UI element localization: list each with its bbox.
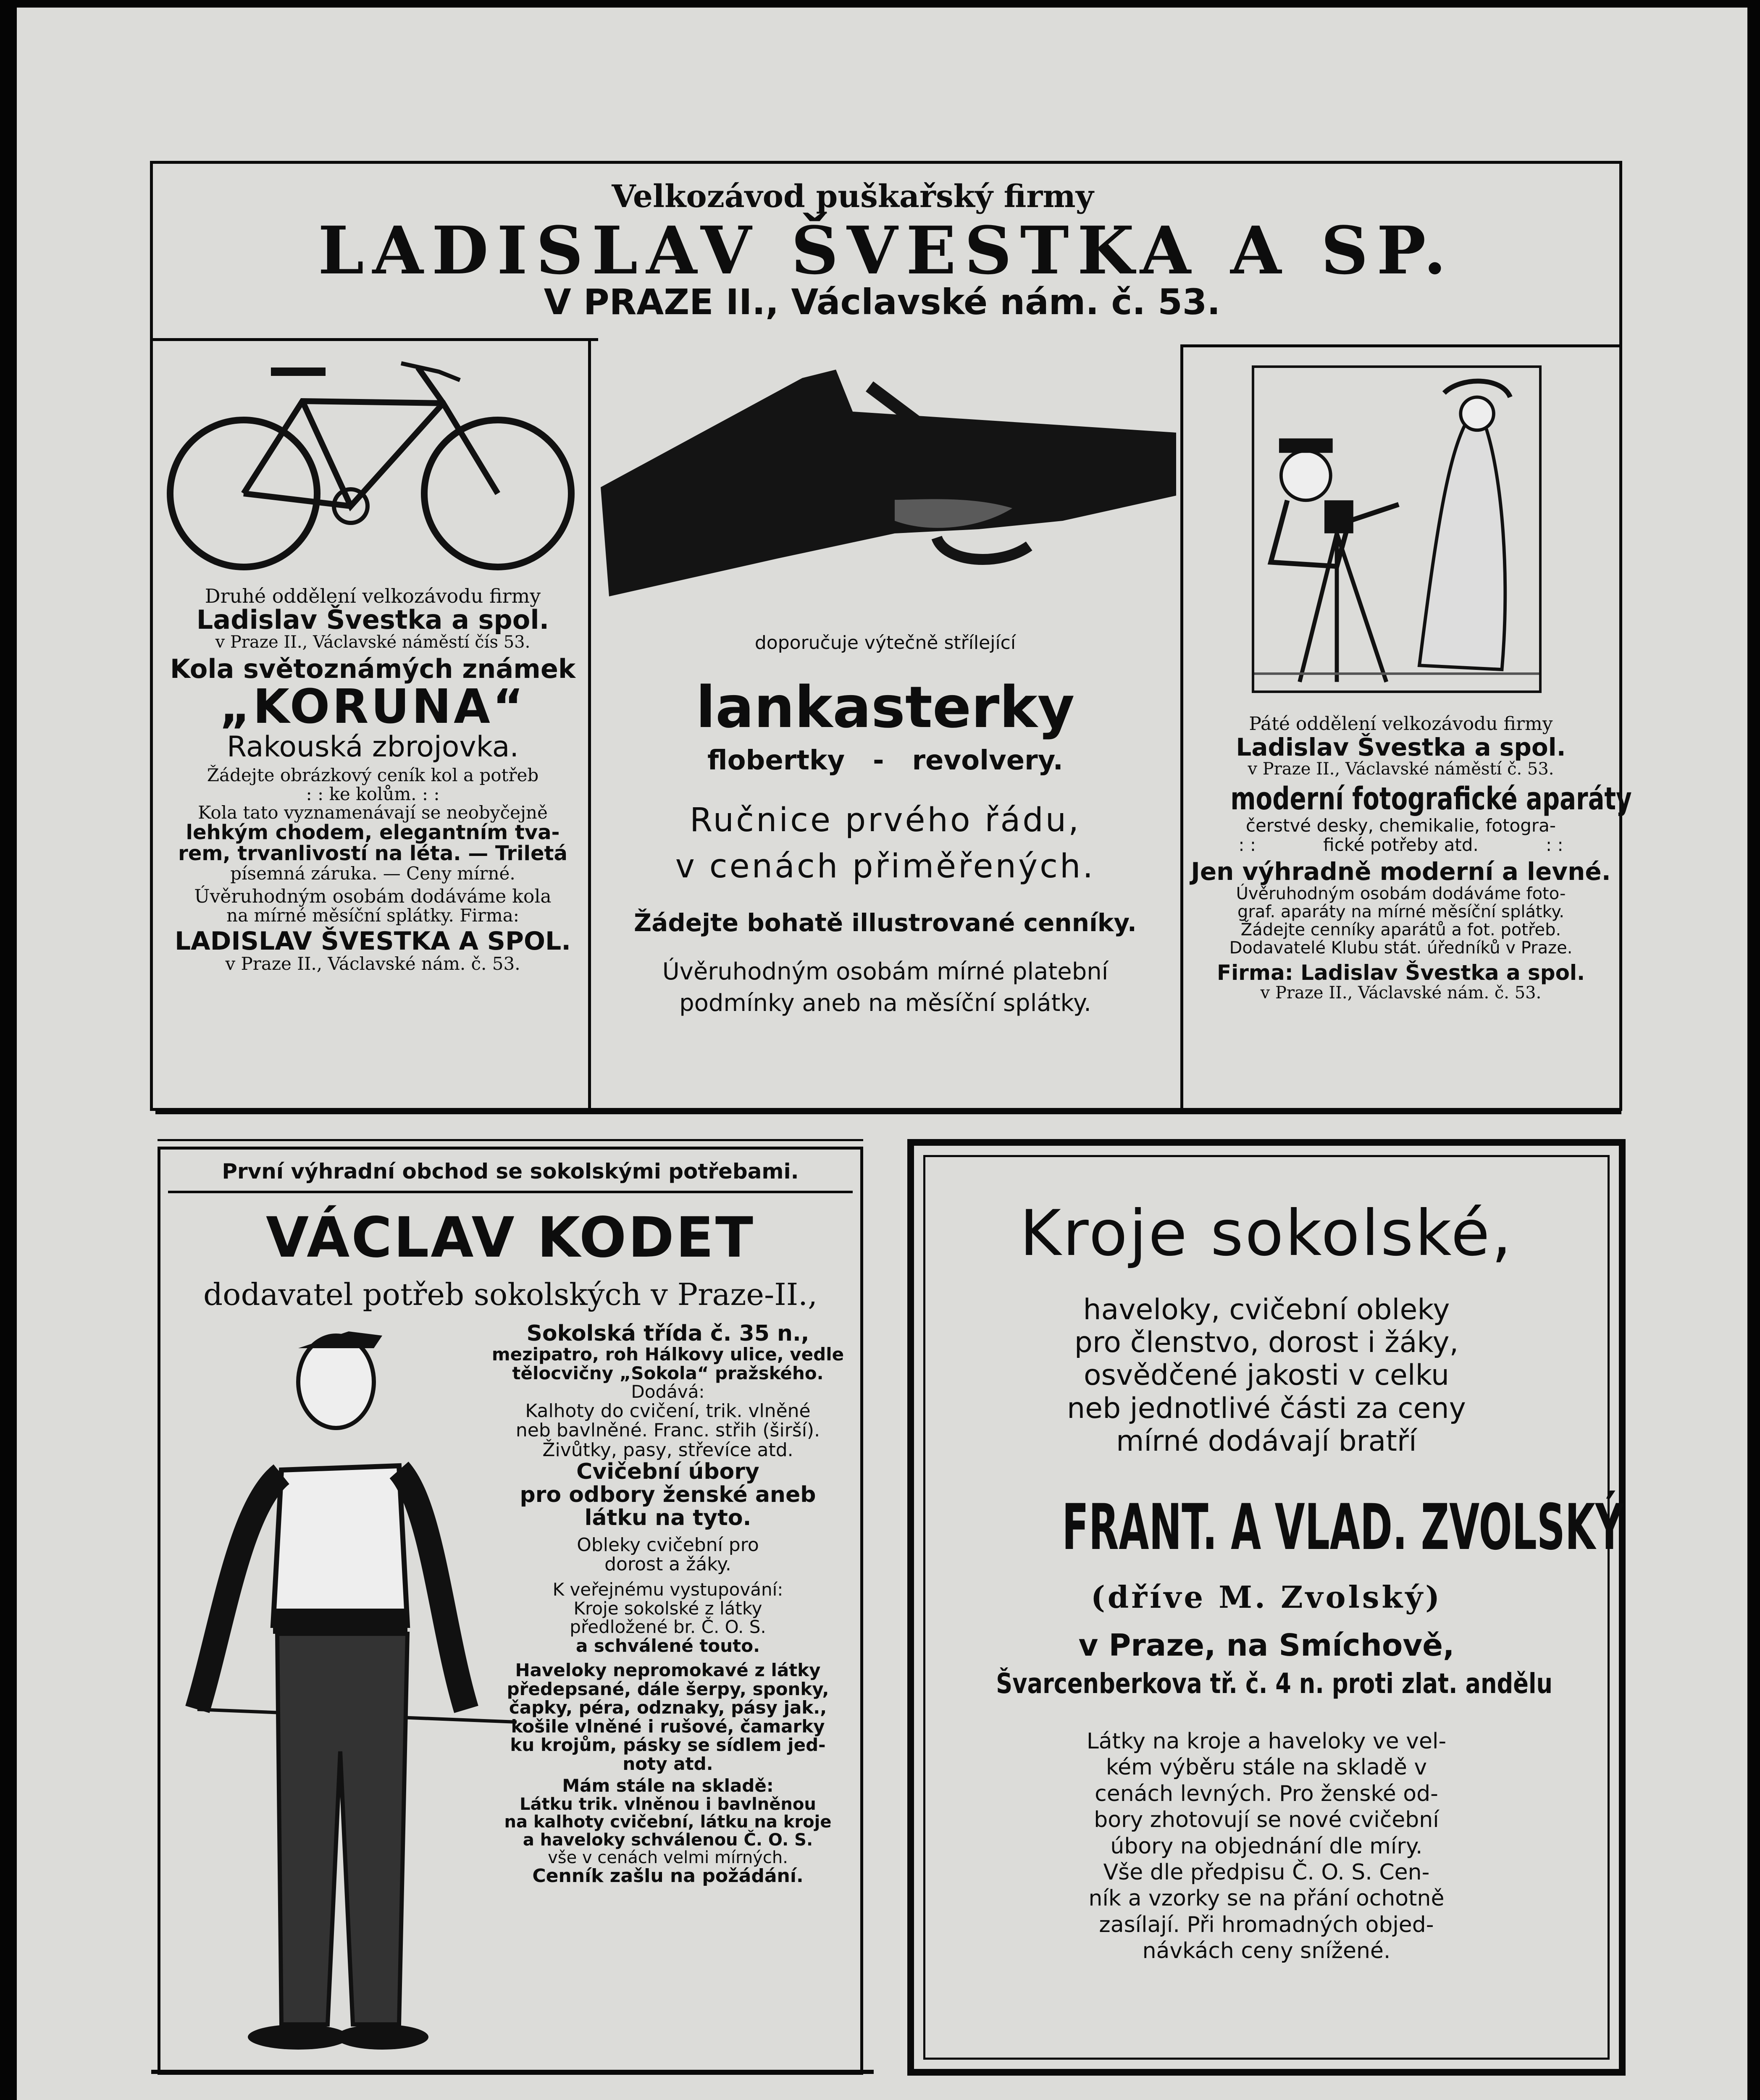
- kodet-ad-top-rule: [158, 1139, 863, 1141]
- top-ad-divider-1: [588, 338, 591, 1109]
- kodet-ad-line: Cvičební úbory: [576, 1459, 759, 1484]
- zvolsky-ad-intro-line: pro členstvo, dorost i žáky,: [1074, 1326, 1459, 1360]
- zvolsky-ad-body-line: návkách ceny snížené.: [1142, 1938, 1391, 1964]
- photo-ad-line: Úvěruhodným osobám dodáváme foto-: [1236, 884, 1566, 903]
- photo-ad-line: moderní fotografické aparáty: [1230, 781, 1632, 817]
- top-ad-address: V PRAZE II., Václavské nám. č. 53.: [544, 281, 1221, 323]
- kodet-ad-tagline: První výhradní obchod se sokolskými potřebami.: [222, 1159, 799, 1184]
- bicycle-ad-line: Kola světoznámých známek: [170, 654, 576, 685]
- kodet-ad-line: a haveloky schválenou Č. O. S.: [523, 1830, 813, 1850]
- kodet-ad-line: mezipatro, roh Hálkovy ulice, vedle: [491, 1344, 844, 1365]
- photo-ad-line: Dodavatelé Klubu stát. úředníků v Praze.: [1229, 938, 1573, 958]
- bicycle-ad-line: v Praze II., Václavské nám. č. 53.: [225, 953, 520, 974]
- zvolsky-ad-headline: Kroje sokolské,: [1019, 1197, 1513, 1270]
- bicycle-ad-line: na mírné měsíční splátky. Firma:: [226, 905, 519, 926]
- zvolsky-ad-body-line: kém výběru stále na skladě v: [1106, 1755, 1427, 1780]
- gun-ad-subline: flobertky - revolvery.: [707, 745, 1063, 776]
- kodet-ad-line: Kroje sokolské z látky: [573, 1598, 762, 1619]
- bicycle-ad-line: LADISLAV ŠVESTKA A SPOL.: [174, 926, 571, 956]
- bicycle-ad-line: Žádejte obrázkový ceník kol a potřeb: [207, 765, 539, 786]
- zvolsky-ad-body-line: bory zhotovují se nové cvičební: [1094, 1807, 1439, 1833]
- gun-ad-slogan-1: Ručnice prvého řádu,: [689, 801, 1081, 839]
- kodet-ad-line: na kalhoty cvičební, látku na kroje: [504, 1812, 832, 1832]
- gun-ad-slogan-2: v cenách přiměřených.: [675, 848, 1095, 885]
- kodet-ad-line: předložené br. Č. O. S.: [570, 1617, 766, 1638]
- gun-ad-headline: lankasterky: [696, 675, 1075, 741]
- zvolsky-ad-intro: [937, 1294, 1596, 1458]
- kodet-ad-line: Kalhoty do cvičení, trik. vlněné: [525, 1400, 811, 1422]
- kodet-ad-line: tělocvičny „Sokola“ pražského.: [512, 1362, 824, 1383]
- shotgun-illustration: [601, 361, 1176, 613]
- kodet-ad-line: košile vlněné i rušové, čamarky: [511, 1716, 825, 1737]
- photo-ad-line: v Praze II., Václavské nám. č. 53.: [1260, 983, 1542, 1003]
- zvolsky-ad-intro-line: haveloky, cvičební obleky: [1083, 1293, 1450, 1326]
- kodet-ad-line: noty atd.: [623, 1753, 713, 1774]
- bicycle-ad-line: „KORUNA“: [219, 680, 526, 735]
- kodet-ad-line: látku na tyto.: [584, 1505, 751, 1530]
- zvolsky-ad-intro-line: osvědčené jakosti v celku: [1083, 1359, 1450, 1392]
- zvolsky-ad-body-line: úbory na objednání dle míry.: [1110, 1833, 1423, 1859]
- zvolsky-ad-body-line: zasílají. Při hromadných objed-: [1099, 1912, 1434, 1937]
- kodet-ad-line: K veřejnému vystupování:: [552, 1579, 783, 1600]
- top-ad-rule-right: [1180, 344, 1619, 347]
- kodet-ad-supplier: dodavatel potřeb sokolských v Praze-II.,: [203, 1277, 817, 1312]
- section-rule: [155, 1111, 1621, 1114]
- kodet-ad-line: Sokolská třída č. 35 n.,: [526, 1321, 809, 1346]
- gun-ad-catalog: Žádejte bohatě illustrované cenníky.: [634, 908, 1137, 937]
- kodet-ad-details: [483, 1322, 853, 1886]
- kodet-ad-line: Látku trik. vlněnou i bavlněnou: [520, 1794, 816, 1814]
- kodet-ad-line: vše v cenách velmi mírných.: [548, 1848, 788, 1867]
- zvolsky-ad-body-line: Vše dle předpisu Č. O. S. Cen-: [1103, 1859, 1430, 1885]
- photo-ad-line: graf. aparáty na mírné měsíční splátky.: [1237, 902, 1565, 921]
- zvolsky-ad-intro-line: neb jednotlivé části za ceny: [1067, 1391, 1466, 1425]
- scan-edge-left: [0, 0, 17, 2100]
- photo-ad-line: Ladislav Švestka a spol.: [1236, 732, 1566, 761]
- photo-ad-line: v Praze II., Václavské náměstí č. 53.: [1248, 759, 1554, 779]
- kodet-ad-line: čapky, péra, odznaky, pásy jak.,: [509, 1697, 827, 1718]
- scan-edge-right: [1747, 0, 1760, 2100]
- zvolsky-ad-city: v Praze, na Smíchově,: [1078, 1628, 1455, 1663]
- kodet-ad-line: ku krojům, pásky se sídlem jed-: [510, 1735, 826, 1756]
- kodet-ad-line: Živůtky, pasy, střevíce atd.: [542, 1439, 793, 1461]
- bicycle-ad-line: lehkým chodem, elegantním tva-: [186, 820, 560, 844]
- bicycle-illustration: [166, 355, 578, 578]
- gun-ad-terms-1: Úvěruhodným osobám mírné platební: [662, 958, 1109, 985]
- gun-ad-terms-2: podmínky aneb na měsíční splátky.: [679, 990, 1091, 1017]
- bicycle-ad-line: Kola tato vyznamenávají se neobyčejně: [198, 802, 548, 823]
- kodet-ad-line: Cenník zašlu na požádání.: [532, 1865, 804, 1887]
- gun-ad-text: [592, 632, 1178, 1017]
- bicycle-ad-text: [160, 586, 586, 973]
- kodet-ad-line: dorost a žáky.: [604, 1554, 731, 1575]
- kodet-ad-line: Mám stále na skladě:: [562, 1775, 774, 1796]
- bicycle-ad-line: Rakouská zbrojovka.: [226, 730, 519, 764]
- bicycle-ad-line: Druhé oddělení velkozávodu firmy: [205, 585, 541, 607]
- bicycle-ad-line: Úvěruhodným osobám dodáváme kola: [194, 885, 552, 907]
- bicycle-ad-line: v Praze II., Václavské náměstí čís 53.: [215, 633, 531, 652]
- zvolsky-ad-body-line: cenách levných. Pro ženské od-: [1095, 1781, 1438, 1806]
- zvolsky-ad-former: (dříve M. Zvolský): [1090, 1579, 1442, 1615]
- top-ad-company: LADISLAV ŠVESTKA A SP.: [318, 212, 1455, 289]
- zvolsky-ad-body-line: ník a vzorky se na přání ochotně: [1088, 1886, 1445, 1911]
- gun-ad-recommends: doporučuje výtečně střílející: [754, 632, 1016, 654]
- kodet-ad-line: Haveloky nepromokavé z látky: [515, 1660, 821, 1681]
- photo-ad-text: [1182, 713, 1632, 1003]
- kodet-ad-line: předepsané, dále šerpy, sponky,: [507, 1678, 829, 1699]
- zvolsky-ad-street: Švarcenberkova tř. č. 4 n. proti zlat. andělu: [996, 1667, 1553, 1700]
- photo-ad-line: Firma: Ladislav Švestka a spol.: [1216, 961, 1585, 985]
- top-ad-subtitle: Velkozávod puškařský firmy: [612, 178, 1094, 215]
- photo-ad-line: Jen výhradně moderní a levné.: [1191, 857, 1611, 886]
- kodet-ad-tagline-rule: [168, 1191, 853, 1193]
- scan-edge-top: [0, 0, 1760, 8]
- kodet-ad-line: neb bavlněné. Franc. střih (širší).: [515, 1420, 820, 1441]
- kodet-ad-bottom-rule: [151, 2070, 874, 2074]
- zvolsky-ad-body-line: Látky na kroje a haveloky ve vel-: [1086, 1729, 1447, 1754]
- kodet-ad-line: Dodává:: [631, 1381, 705, 1402]
- photo-ad-line: Žádejte cenníky aparátů a fot. potřeb.: [1240, 920, 1561, 940]
- photo-ad-line: Páté oddělení velkozávodu firmy: [1249, 713, 1553, 735]
- kodet-ad-line: pro odbory ženské aneb: [520, 1482, 816, 1507]
- bicycle-ad-line: : : ke kolům. : :: [306, 783, 440, 804]
- bicycle-ad-line: písemná záruka. — Ceny mírné.: [230, 863, 515, 884]
- kodet-ad-name: VÁCLAV KODET: [265, 1205, 755, 1270]
- photographer-illustration: [1252, 365, 1542, 693]
- kodet-ad-line: Obleky cvičební pro: [577, 1534, 759, 1556]
- bicycle-ad-line: Ladislav Švestka a spol.: [196, 604, 549, 635]
- photo-ad-line: : : fické potřeby atd. : :: [1238, 834, 1563, 855]
- zvolsky-ad-intro-line: mírné dodávají bratří: [1116, 1424, 1417, 1458]
- kodet-ad-line: a schválené touto.: [575, 1635, 760, 1656]
- gymnast-illustration: [172, 1331, 525, 2058]
- zvolsky-ad-firm: FRANT. A VLAD. ZVOLSKÝ: [1062, 1491, 1624, 1564]
- bicycle-ad-line: rem, trvanlivostí na léta. — Triletá: [178, 842, 567, 866]
- photo-ad-line: čerstvé desky, chemikalie, fotogra-: [1245, 815, 1556, 836]
- top-ad-rule-left: [153, 338, 598, 341]
- zvolsky-ad-body: [937, 1728, 1596, 1964]
